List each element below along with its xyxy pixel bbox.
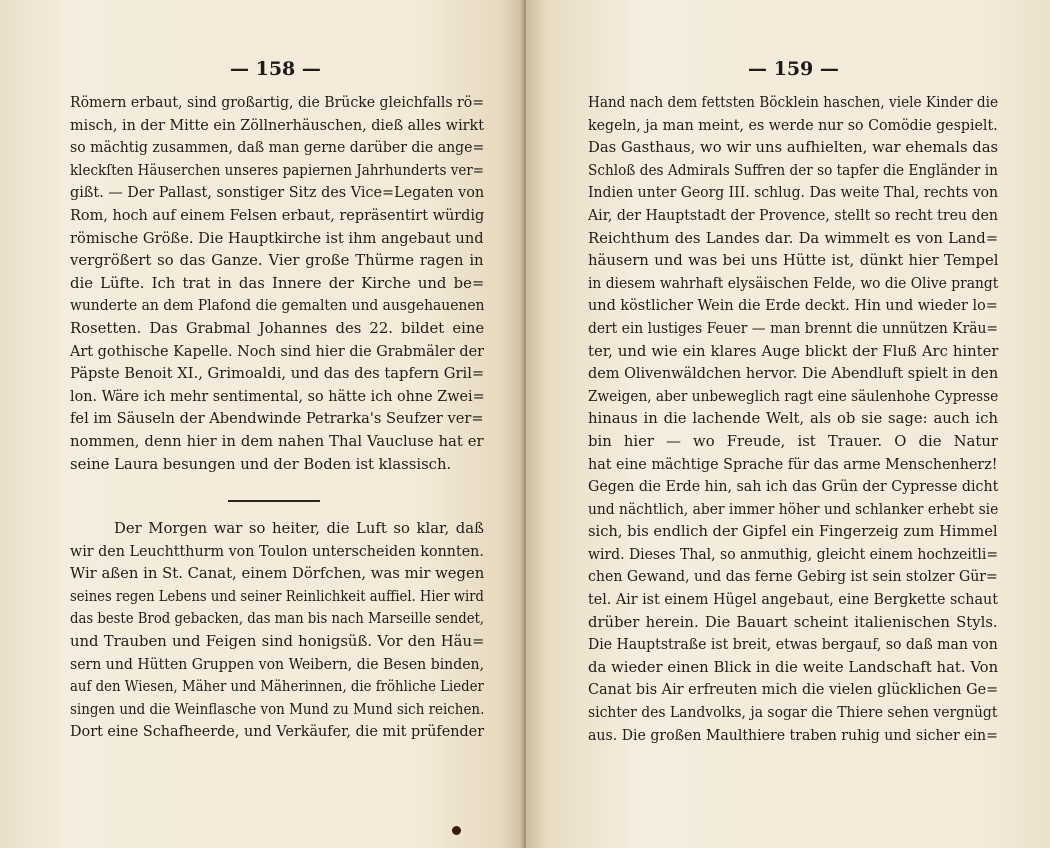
text-line: Zweigen, aber unbeweglich ragt eine säulenhohe Cypresse xyxy=(588,387,999,405)
text-line: Der Morgen war so heiter, die Luft so klar, daß xyxy=(114,520,484,537)
text-line: Päpste Benoit XI., Grimoaldi, und das des tapfern Gril= xyxy=(70,365,485,383)
text-line: auf den Wiesen, Mäher und Mäherinnen, die fröhliche Lieder xyxy=(70,678,484,696)
text-line: Wir aßen in St. Canat, einem Dörfchen, was mir wegen xyxy=(70,565,485,583)
text-line: Indien unter Georg III. schlug. Das weite Thal, rechts von xyxy=(588,184,999,202)
right-page xyxy=(526,0,1050,848)
text-line: Hand nach dem fettsten Böcklein haschen, viele Kinder die xyxy=(588,94,999,111)
text-line: Rosetten. Das Grabmal Johannes des 22. bildet eine xyxy=(70,319,485,337)
text-line: so mächtig zusammen, daß man gerne darüber die ange= xyxy=(70,139,485,157)
text-line: wir den Leuchtthurm von Toulon unterscheiden konnten. xyxy=(70,542,484,560)
paragraph xyxy=(588,92,998,747)
text-line: chen Gewand, und das ferne Gebirg ist sein stolzer Gür= xyxy=(588,568,998,586)
text-line: Rom, hoch auf einem Felsen erbaut, repräsentirt würdig xyxy=(70,206,485,224)
text-line: lon. Wäre ich mehr sentimental, so hätte ich ohne Zwei= xyxy=(70,387,485,405)
text-line: hinaus in die lachende Welt, als ob sie sage: auch ich xyxy=(588,410,998,428)
text-line: und Trauben und Feigen sind honigsüß. Vor den Häu= xyxy=(70,632,485,650)
text-line: Air, der Hauptstadt der Provence, stellt so recht treu den xyxy=(588,206,998,224)
text-line: fel im Säuseln der Abendwinde Petrarka's Seufzer ver= xyxy=(70,410,484,428)
text-line: die Lüfte. Ich trat in das Innere der Kirche und be= xyxy=(70,274,485,292)
paragraph xyxy=(70,518,484,744)
text-line: und köstlicher Wein die Erde deckt. Hin und wieder lo= xyxy=(588,297,998,315)
text-line: Reichthum des Landes dar. Da wimmelt es von Land= xyxy=(588,229,999,247)
text-line: da wieder einen Blick in die weite Landschaft hat. Von xyxy=(588,658,999,676)
text-line: Schloß des Admirals Suffren der so tapfer die Engländer in xyxy=(588,161,998,179)
text-line: Art gothische Kapelle. Noch sind hier die Grabmäler der xyxy=(70,342,485,360)
text-line: ter, und wie ein klares Auge blickt der Fluß Arc hinter xyxy=(588,342,999,360)
text-line: dert ein lustiges Feuer — man brennt die unnützen Kräu= xyxy=(588,319,998,337)
text-line: hat eine mächtige Sprache für das arme Menschenherz! xyxy=(588,455,998,473)
text-line: Das Gasthaus, wo wir uns aufhielten, war ehemals das xyxy=(588,139,999,157)
page-number: — 158 — xyxy=(230,58,321,80)
page-number: — 159 — xyxy=(748,58,839,80)
text-line: kegeln, ja man meint, es werde nur so Comödie gespielt. xyxy=(588,116,998,134)
text-line: tel. Air ist einem Hügel angebaut, eine Bergkette schaut xyxy=(588,591,998,609)
text-line: vergrößert so das Ganze. Vier große Thürme ragen in xyxy=(70,252,484,270)
text-line: singen und die Weinflasche von Mund zu Mund sich reichen. xyxy=(70,700,485,718)
text-line: nommen, denn hier in dem nahen Thal Vaucluse hat er xyxy=(70,432,484,450)
text-line: kleckſten Häuserchen unseres papiernen Jahrhunderts ver= xyxy=(70,161,485,179)
text-line: das beste Brod gebacken, das man bis nach Marseille sendet, xyxy=(70,610,485,628)
text-line: häusern und was bei uns Hütte ist, dünkt hier Tempel xyxy=(588,252,999,270)
text-line: Römern erbaut, sind großartig, die Brücke gleichfalls rö= xyxy=(70,94,484,111)
text-line: sich, bis endlich der Gipfel ein Fingerzeig zum Himmel xyxy=(588,523,998,541)
text-line: Die Hauptstraße ist breit, etwas bergauf, so daß man von xyxy=(588,636,998,654)
text-line: Canat bis Air erfreuten mich die vielen glücklichen Ge= xyxy=(588,681,999,699)
text-line: drüber herein. Die Bauart scheint italienischen Styls. xyxy=(588,613,998,631)
ink-spot xyxy=(452,826,461,835)
text-line: bin hier — wo Freude, ist Trauer. O die Natur xyxy=(588,432,998,450)
text-line: wird. Dieses Thal, so anmuthig, gleicht einem hochzeitli= xyxy=(588,545,999,563)
text-line: Gegen die Erde hin, sah ich das Grün der Cypresse dicht xyxy=(588,478,999,496)
text-line: wunderte an dem Plafond die gemalten und ausgehauenen xyxy=(70,297,485,315)
text-line: seines regen Lebens und seiner Reinlichkeit auffiel. Hier wird xyxy=(70,587,484,605)
paragraph xyxy=(70,92,484,476)
text-line: sern und Hütten Gruppen von Weibern, die Besen binden, xyxy=(70,655,485,673)
text-line: misch, in der Mitte ein Zöllnerhäuschen, dieß alles wirkt xyxy=(70,116,484,134)
text-line: Dort eine Schafheerde, und Verkäufer, die mit prüfender xyxy=(70,723,485,741)
text-line: in diesem wahrhaft elysäischen Felde, wo die Olive prangt xyxy=(588,274,999,292)
text-line: dem Olivenwäldchen hervor. Die Abendluft spielt in den xyxy=(588,365,999,383)
text-line: aus. Die großen Maulthiere traben ruhig und sicher ein= xyxy=(588,726,998,744)
text-line: und nächtlich, aber immer höher und schlanker erhebt sie xyxy=(588,500,999,518)
section-divider xyxy=(228,500,320,502)
text-line: sichter des Landvolks, ja sogar die Thiere sehen vergnügt xyxy=(588,704,998,722)
text-line: gißt. — Der Pallast, sonstiger Sitz des Vice=Legaten von xyxy=(70,184,485,202)
text-line: seine Laura besungen und der Boden ist klassisch. xyxy=(70,455,452,473)
text-line: römische Größe. Die Hauptkirche ist ihm angebaut und xyxy=(70,229,484,247)
